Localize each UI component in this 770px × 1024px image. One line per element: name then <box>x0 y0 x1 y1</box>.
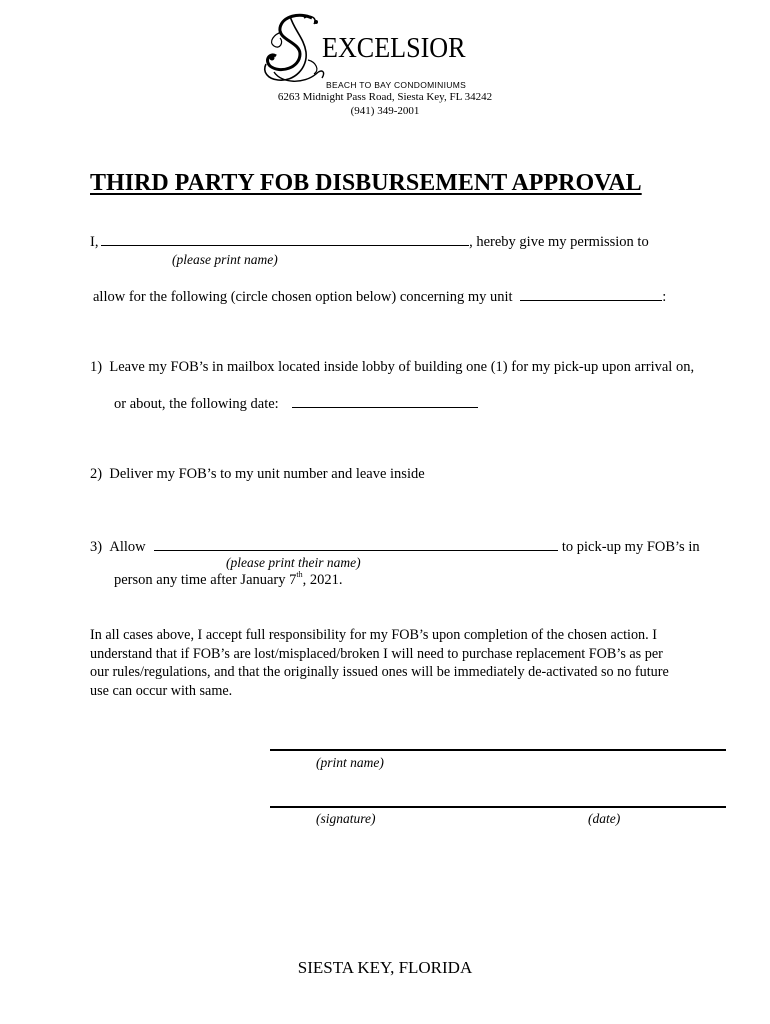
name-blank-field[interactable] <box>101 233 469 246</box>
logo-subtitle: BEACH TO BAY CONDOMINIUMS <box>326 80 467 90</box>
option-2-line <box>90 466 425 483</box>
option-3-line-2: person any time after January 7th, 2021. <box>114 570 343 588</box>
paragraph-line: understand that if FOB’s are lost/misplaced/broken I will need to purchase replacement FOB’s as per <box>90 645 663 662</box>
option-1-line-1 <box>90 359 694 376</box>
phone-line: (941) 349-2001 <box>350 105 420 117</box>
option-1-date-label: or about, the following date: <box>114 396 279 412</box>
intro-line-1 <box>90 233 649 251</box>
option-3-prefix: Allow <box>109 539 146 555</box>
option-2-number: 2) <box>90 466 103 482</box>
date-caption: (date) <box>588 811 621 826</box>
intro-suffix: , hereby give my permission to <box>469 234 649 250</box>
print-name-caption: (print name) <box>316 755 384 770</box>
unit-blank-field[interactable] <box>520 288 662 301</box>
paragraph-line: our rules/regulations, and that the originally issued ones will be immediately de-activated so no future <box>90 664 669 680</box>
address-line: 6263 Midnight Pass Road, Siesta Key, FL 34242 <box>277 91 493 103</box>
paragraph-line: use can occur with same. <box>90 682 233 699</box>
option-1-line-2 <box>114 395 478 413</box>
option-3-number: 3) <box>90 539 103 555</box>
intro-line-2 <box>93 288 666 306</box>
name-caption: (please print name) <box>172 252 278 267</box>
logo-wordmark: EXCELSIOR <box>322 32 466 64</box>
print-name-line[interactable] <box>270 749 726 751</box>
intro-prefix: I, <box>90 234 99 250</box>
unit-suffix: : <box>662 289 667 305</box>
option-3-line-1 <box>90 538 700 556</box>
option-1-number: 1) <box>90 359 103 375</box>
unit-prefix: allow for the following (circle chosen option below) concerning my unit <box>93 289 513 305</box>
responsibility-paragraph <box>90 626 720 700</box>
document-title: THIRD PARTY FOB DISBURSEMENT APPROVAL <box>90 170 642 196</box>
excelsior-logo <box>260 12 490 90</box>
third-party-name-blank-field[interactable] <box>154 538 558 551</box>
signature-caption: (signature) <box>316 811 376 826</box>
option-2-text: Deliver my FOB’s to my unit number and leave inside <box>109 466 425 482</box>
third-party-caption: (please print their name) <box>226 555 361 570</box>
ornate-s-logo-icon <box>260 12 330 86</box>
option-3-suffix: to pick-up my FOB’s in <box>561 539 700 555</box>
option-1-text: Leave my FOB’s in mailbox located inside lobby of building one (1) for my pick-up upon arrival on, <box>109 359 695 375</box>
signature-line[interactable] <box>270 806 726 808</box>
footer-location: SIESTA KEY, FLORIDA <box>297 958 473 977</box>
paragraph-line: In all cases above, I accept full responsibility for my FOB’s upon completion of the chosen action. I <box>90 627 657 643</box>
date-blank-field[interactable] <box>292 395 478 408</box>
